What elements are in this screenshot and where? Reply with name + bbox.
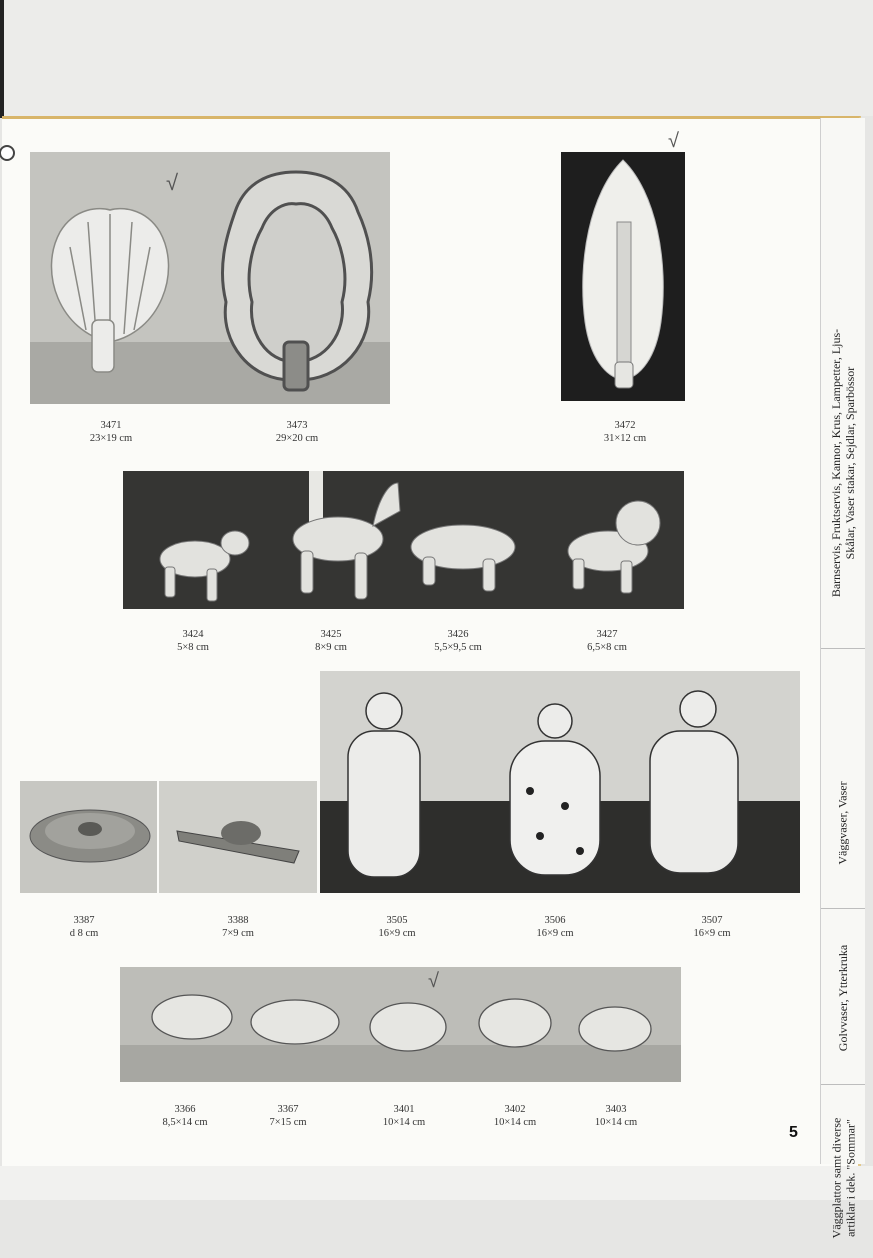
- tab-label-line: artiklar i dek. "Sommar": [843, 1119, 858, 1237]
- photo-animals-3424-3427: [123, 471, 684, 609]
- tab-divider: [821, 648, 865, 649]
- handwritten-check-mark: √: [668, 128, 679, 152]
- tab-divider: [821, 1084, 865, 1085]
- photo-candleholder-3387: [20, 781, 157, 893]
- punch-hole-icon: [0, 145, 15, 161]
- handwritten-check-mark: √: [166, 171, 179, 196]
- handwritten-check-mark: √: [428, 968, 439, 992]
- tab-vaggvaser[interactable]: [821, 748, 865, 898]
- caption-3403: 3403 10×14 cm: [594, 1104, 638, 1128]
- caption-3366: 3366 8,5×14 cm: [162, 1104, 208, 1128]
- caption-3471: 3471 23×19 cm: [89, 420, 133, 444]
- photo-small-figures-3366-3403: [120, 967, 681, 1082]
- photo-leaf-sconce-3472: [561, 152, 685, 401]
- caption-3473: 3473 29×20 cm: [275, 420, 319, 444]
- tab-label: Väggvaser, Vaser: [836, 781, 850, 865]
- tab-label: Golvvaser, Ytterkruka: [836, 944, 850, 1052]
- photo-candleholder-3388: [159, 781, 317, 893]
- tab-label-line: Barnservis, Fruktservis, Kannor, Krus, Lampetter, Ljus-: [829, 328, 844, 598]
- caption-3507: 3507 16×9 cm: [693, 915, 731, 939]
- bottom-background: [0, 1166, 873, 1200]
- tab-barnservis[interactable]: [821, 288, 865, 638]
- caption-3506: 3506 16×9 cm: [536, 915, 574, 939]
- photo-figural-jars-3505-3507: [320, 671, 800, 893]
- caption-3387: 3387 d 8 cm: [69, 915, 99, 939]
- caption-3367: 3367 7×15 cm: [269, 1104, 307, 1128]
- caption-3427: 3427 6,5×8 cm: [587, 629, 627, 653]
- caption-3505: 3505 16×9 cm: [378, 915, 416, 939]
- side-index-tabs: [820, 118, 865, 1239]
- photo-sconces-3471-3473: [30, 152, 390, 404]
- top-background: [0, 0, 873, 116]
- caption-3401: 3401 10×14 cm: [382, 1104, 426, 1128]
- caption-3472: 3472 31×12 cm: [603, 420, 647, 444]
- tab-vaggplattor[interactable]: [821, 1098, 865, 1258]
- tab-label-line: Skålar, Vaser stakar, Sejdlar, Sparbössor: [843, 366, 858, 560]
- page-number: 5: [789, 1124, 798, 1141]
- tab-label-line: Väggplattor samt diverse: [829, 1117, 844, 1239]
- binder-edge: [0, 0, 4, 118]
- tab-golvvaser[interactable]: [821, 918, 865, 1078]
- caption-3426: 3426 5,5×9,5 cm: [434, 629, 482, 653]
- tab-divider: [821, 908, 865, 909]
- caption-3425: 3425 8×9 cm: [315, 629, 347, 653]
- caption-3402: 3402 10×14 cm: [493, 1104, 537, 1128]
- caption-3424: 3424 5×8 cm: [177, 629, 209, 653]
- caption-3388: 3388 7×9 cm: [222, 915, 254, 939]
